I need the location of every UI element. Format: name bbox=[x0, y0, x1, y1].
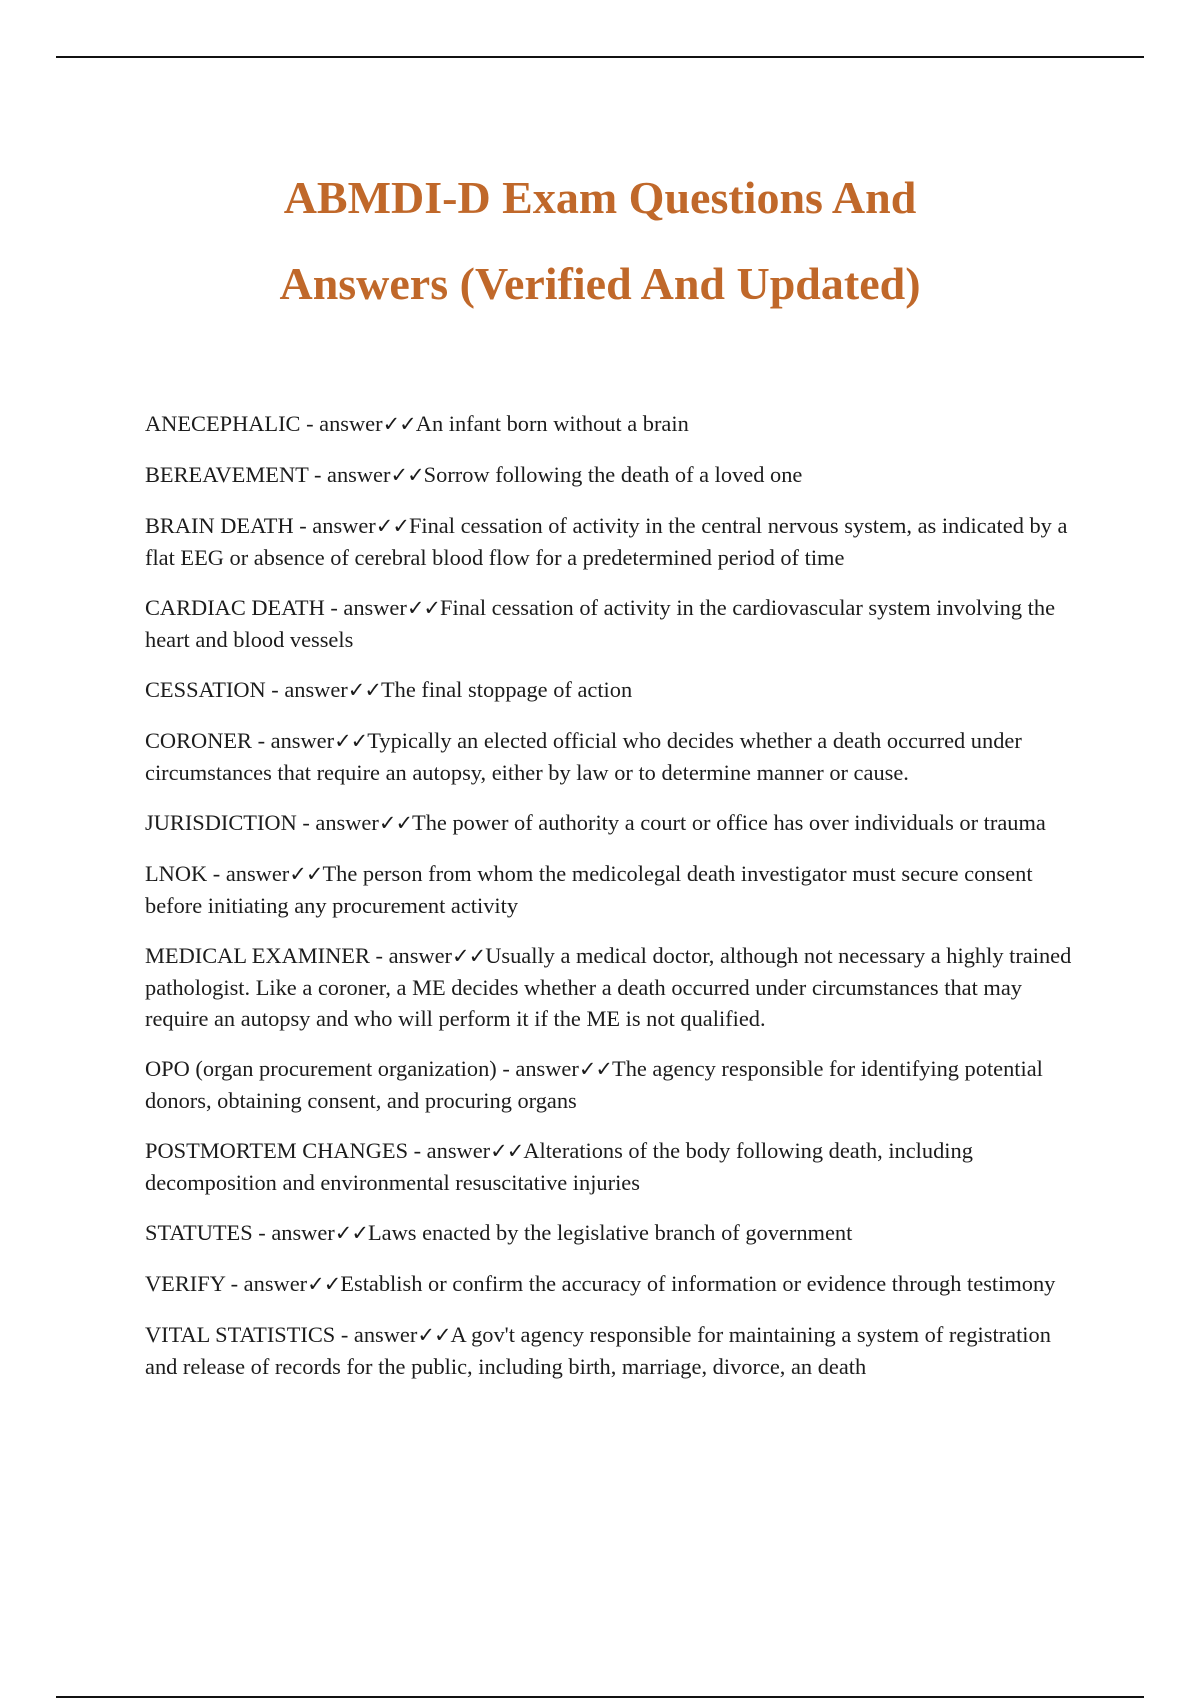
entry-term: OPO (organ procurement organization) bbox=[145, 1056, 497, 1081]
entry-term: MEDICAL EXAMINER bbox=[145, 943, 370, 968]
check-marks: ✓✓ bbox=[417, 1323, 451, 1347]
entry-separator: - answer bbox=[335, 1322, 418, 1347]
check-marks: ✓✓ bbox=[390, 463, 424, 487]
entry-definition: The agency responsible for identifying potential donors, obtaining consent, and procuring organs bbox=[145, 1056, 1043, 1113]
entry-separator: - answer bbox=[308, 462, 391, 487]
entry-separator: - answer bbox=[225, 1271, 308, 1296]
check-marks: ✓✓ bbox=[406, 596, 441, 620]
entry-definition: Usually a medical doctor, although not necessary a highly trained pathologist. Like a coroner, a ME decides whether a death occurred under circumstances that may require an autopsy and who will perform it if the ME is not qualified. bbox=[145, 943, 1072, 1031]
entry-separator: - answer bbox=[293, 513, 376, 538]
entry-separator: - answer bbox=[296, 810, 379, 835]
check-marks: ✓✓ bbox=[490, 1139, 524, 1163]
entry-definition: The person from whom the medicolegal death investigator must secure consent before initiating any procurement activity bbox=[145, 861, 1033, 918]
entry-separator: - answer bbox=[369, 943, 453, 968]
check-marks: ✓✓ bbox=[452, 944, 486, 968]
entry-separator: - answer bbox=[324, 595, 407, 620]
list-item bbox=[145, 408, 1085, 440]
list-item bbox=[145, 1319, 1085, 1382]
check-marks: ✓✓ bbox=[378, 811, 413, 835]
list-item bbox=[145, 1268, 1085, 1300]
entry-term: VITAL STATISTICS bbox=[145, 1322, 336, 1347]
list-item bbox=[145, 510, 1085, 573]
check-marks: ✓✓ bbox=[382, 412, 416, 436]
check-marks: ✓✓ bbox=[289, 862, 323, 886]
entry-definition: Typically an elected official who decides whether a death occurred under circumstances that require an autopsy, either by law or to determine manner or cause. bbox=[145, 728, 1022, 785]
document-title bbox=[100, 155, 1100, 327]
entry-definition: Final cessation of activity in the central nervous system, as indicated by a flat EEG or absence of cerebral blood flow for a predetermined period of time bbox=[145, 513, 1068, 570]
list-item bbox=[145, 1217, 1085, 1249]
entry-definition: The power of authority a court or office has over individuals or trauma bbox=[412, 810, 1046, 835]
entry-term: ANECEPHALIC bbox=[145, 411, 301, 436]
check-marks: ✓✓ bbox=[307, 1272, 341, 1296]
entry-term: JURISDICTION bbox=[145, 810, 297, 835]
entry-definition: Establish or confirm the accuracy of information or evidence through testimony bbox=[340, 1271, 1056, 1296]
list-item bbox=[145, 1135, 1085, 1198]
list-item bbox=[145, 459, 1085, 491]
top-divider bbox=[56, 56, 1144, 58]
check-marks: ✓✓ bbox=[578, 1057, 613, 1081]
check-marks: ✓✓ bbox=[334, 729, 368, 753]
entry-separator: - answer bbox=[252, 1220, 335, 1245]
glossary-list bbox=[145, 408, 1085, 1401]
entry-definition: Alterations of the body following death, including decomposition and environmental resuscitative injuries bbox=[145, 1138, 973, 1195]
list-item bbox=[145, 807, 1085, 839]
list-item bbox=[145, 592, 1085, 655]
entry-term: CARDIAC DEATH bbox=[145, 595, 325, 620]
check-marks: ✓✓ bbox=[347, 678, 381, 702]
list-item bbox=[145, 1053, 1085, 1116]
entry-separator: - answer bbox=[408, 1138, 491, 1163]
entry-definition: The final stoppage of action bbox=[380, 677, 633, 702]
entry-separator: - answer bbox=[496, 1056, 579, 1081]
entry-separator: - answer bbox=[300, 411, 383, 436]
entry-term: VERIFY bbox=[145, 1271, 226, 1296]
check-marks: ✓✓ bbox=[334, 1221, 368, 1245]
entry-definition: A gov't agency responsible for maintaining a system of registration and release of records for the public, including birth, marriage, divorce, an death bbox=[145, 1322, 1051, 1379]
entry-term: BRAIN DEATH bbox=[145, 513, 294, 538]
entry-term: CESSATION bbox=[145, 677, 266, 702]
list-item bbox=[145, 858, 1085, 921]
entry-term: LNOK bbox=[145, 861, 208, 886]
entry-separator: - answer bbox=[207, 861, 290, 886]
entry-definition: An infant born without a brain bbox=[415, 411, 689, 436]
entry-term: STATUTES bbox=[145, 1220, 253, 1245]
list-item bbox=[145, 725, 1085, 788]
entry-separator: - answer bbox=[265, 677, 348, 702]
title-line-1: ABMDI-D Exam Questions And bbox=[283, 172, 917, 223]
entry-term: POSTMORTEM CHANGES bbox=[145, 1138, 409, 1163]
title-line-2: Answers (Verified And Updated) bbox=[279, 258, 921, 309]
list-item bbox=[145, 674, 1085, 706]
bottom-divider bbox=[56, 1696, 1144, 1698]
entry-term: CORONER bbox=[145, 728, 252, 753]
list-item bbox=[145, 940, 1085, 1034]
entry-separator: - answer bbox=[252, 728, 335, 753]
entry-term: BEREAVEMENT bbox=[145, 462, 309, 487]
entry-definition: Final cessation of activity in the cardiovascular system involving the heart and blood vessels bbox=[145, 595, 1056, 652]
entry-definition: Sorrow following the death of a loved one bbox=[423, 462, 803, 487]
check-marks: ✓✓ bbox=[375, 514, 409, 538]
entry-definition: Laws enacted by the legislative branch of government bbox=[367, 1220, 853, 1245]
